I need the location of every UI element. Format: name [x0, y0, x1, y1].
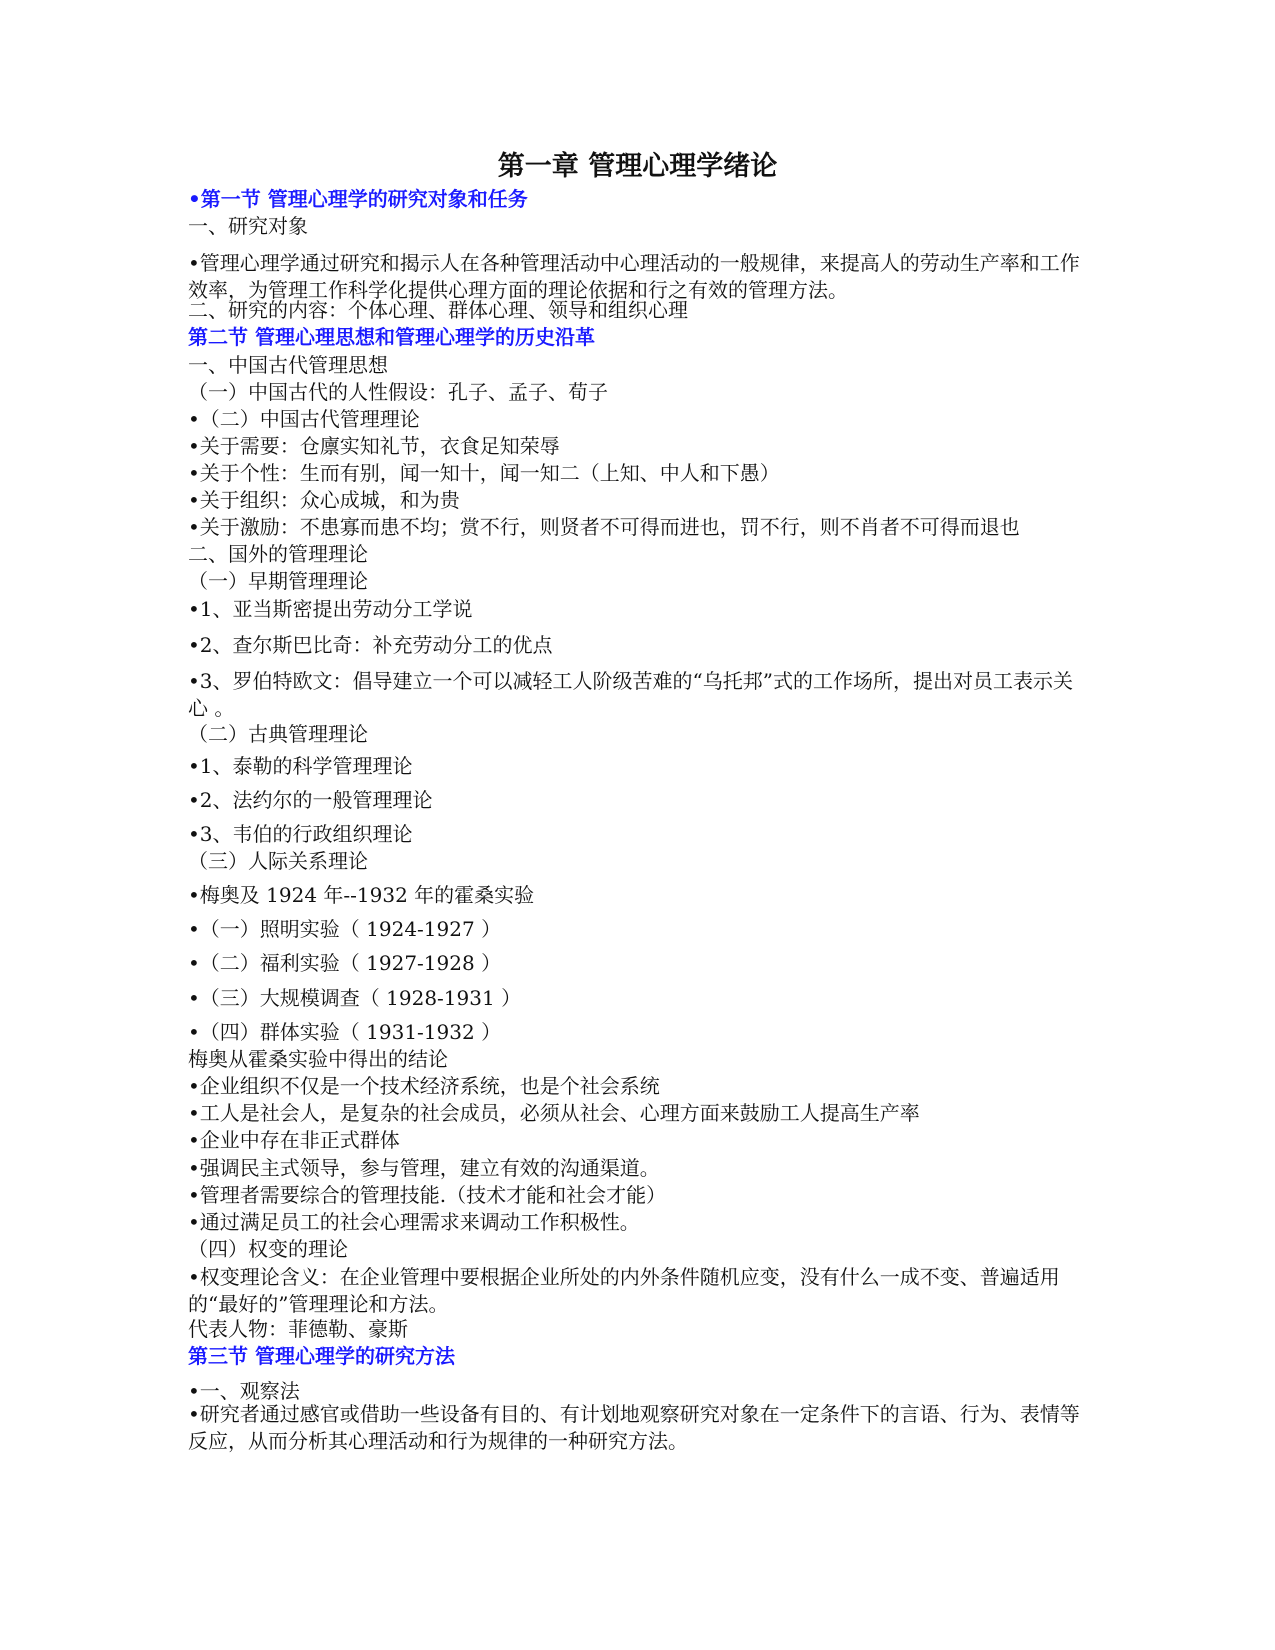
text-line: •（二）福利实验（ 1927-1928 ）: [188, 951, 502, 975]
section-heading: •第一节 管理心理学的研究对象和任务: [188, 187, 528, 211]
text-line: （一）中国古代的人性假设：孔子、孟子、荀子: [188, 380, 608, 404]
text-line: •3、罗伯特欧文：倡导建立一个可以减轻工人阶级苦难的“乌托邦”式的工作场所，提出对员工表示关心 。: [188, 669, 1073, 720]
text-line: •（四）群体实验（ 1931-1932 ）: [188, 1020, 502, 1044]
text-line: （一）早期管理理论: [188, 569, 368, 593]
text-line: •研究者通过感官或借助一些设备有目的、有计划地观察研究对象在一定条件下的言语、行为、表情等反应，从而分析其心理活动和行为规律的一种研究方法。: [188, 1402, 1080, 1453]
text-line: •1、泰勒的科学管理理论: [188, 754, 413, 778]
text-line: •权变理论含义：在企业管理中要根据企业所处的内外条件随机应变，没有什么一成不变、普遍适用的“最好的”管理理论和方法。: [188, 1265, 1060, 1316]
text-line: •企业中存在非正式群体: [188, 1128, 400, 1152]
text-line: •企业组织不仅是一个技术经济系统，也是个社会系统: [188, 1074, 660, 1098]
text-line: •工人是社会人，是复杂的社会成员，必须从社会、心理方面来鼓励工人提高生产率: [188, 1101, 920, 1125]
section-heading: 第三节 管理心理学的研究方法: [188, 1344, 455, 1368]
text-line: •关于需要：仓廪实知礼节，衣食足知荣辱: [188, 434, 560, 458]
text-line: •（二）中国古代管理理论: [188, 407, 420, 431]
text-line: （四）权变的理论: [188, 1237, 348, 1261]
text-line: •梅奥及 1924 年--1932 年的霍桑实验: [188, 883, 535, 907]
text-line: •关于组织：众心成城，和为贵: [188, 488, 460, 512]
text-line: 梅奥从霍桑实验中得出的结论: [188, 1047, 448, 1071]
page-title: 第一章 管理心理学绪论: [497, 151, 778, 182]
text-line: •通过满足员工的社会心理需求来调动工作积极性。: [188, 1210, 640, 1234]
text-line: •3、韦伯的行政组织理论: [188, 822, 413, 846]
text-line: （三）人际关系理论: [188, 849, 368, 873]
text-line: •强调民主式领导，参与管理，建立有效的沟通渠道。: [188, 1156, 660, 1180]
text-line: 代表人物：菲德勒、豪斯: [188, 1317, 408, 1341]
text-line: •（三）大规模调查（ 1928-1931 ）: [188, 986, 522, 1010]
text-line: 二、国外的管理理论: [188, 542, 368, 566]
text-line: 一、研究对象: [188, 214, 308, 238]
text-line: •管理心理学通过研究和揭示人在各种管理活动中心理活动的一般规律，来提高人的劳动生产率和工作效率，为管理工作科学化提供心理方面的理论依据和行之有效的管理方法。: [188, 251, 1080, 302]
text-line: •一、观察法: [188, 1379, 300, 1403]
text-line: •（一）照明实验（ 1924-1927 ）: [188, 917, 502, 941]
text-line: 二、研究的内容：个体心理、群体心理、领导和组织心理: [188, 298, 688, 322]
text-line: 一、中国古代管理思想: [188, 353, 388, 377]
section-heading: 第二节 管理心理思想和管理心理学的历史沿革: [188, 325, 595, 349]
text-line: •2、法约尔的一般管理理论: [188, 788, 433, 812]
text-line: •关于激励：不患寡而患不均；赏不行，则贤者不可得而进也，罚不行，则不肖者不可得而退也: [188, 515, 1020, 539]
text-line: （二）古典管理理论: [188, 722, 368, 746]
text-line: •关于个性：生而有别，闻一知十，闻一知二（上知、中人和下愚）: [188, 461, 780, 485]
text-line: •管理者需要综合的管理技能.（技术才能和社会才能）: [188, 1183, 667, 1207]
text-line: •2、查尔斯巴比奇：补充劳动分工的优点: [188, 633, 553, 657]
text-line: •1、亚当斯密提出劳动分工学说: [188, 597, 473, 621]
